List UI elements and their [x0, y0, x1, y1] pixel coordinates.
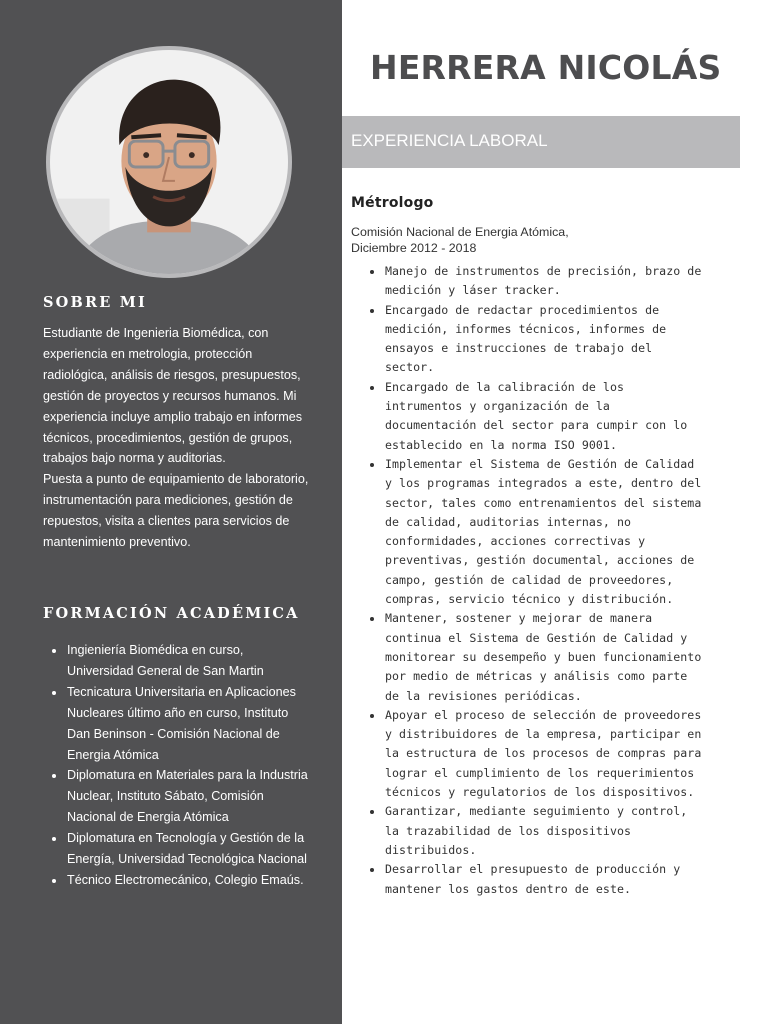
duty-item: Encargado de la calibración de los intrumentos y organización de la documentación del sector para cumpir con lo establecido en la norma ISO 9001. — [368, 378, 708, 455]
education-list — [49, 640, 311, 891]
sidebar — [0, 0, 342, 1024]
job-title: Métrologo — [351, 195, 434, 211]
experience-heading: EXPERIENCIA LABORAL — [351, 131, 548, 150]
profile-photo-illustration — [50, 50, 288, 274]
job-organization: Comisión Nacional de Energia Atómica, — [351, 225, 569, 239]
duty-item: Implementar el Sistema de Gestión de Calidad y los programas integrados a este, dentro del sector, tales como entrenamientos del sistema de calidad, auditorias internas, no conformidades, acciones correctivas y preventivas, gestión documental, acciones de campo, gestión de calidad de proveedores, compras, servicio técnico y distribución. — [368, 455, 708, 609]
profile-photo — [50, 50, 288, 274]
job-duties-list — [368, 262, 708, 899]
duty-item: Apoyar el proceso de selección de proveedores y distribuidores de la empresa, participar en la estructura de los procesos de compras para lograr el cumplimiento de los requerimientos técnicos y regulatorios de los dispositivos. — [368, 706, 708, 802]
about-heading: SOBRE MI — [43, 294, 147, 311]
about-paragraph: Estudiante de Ingenieria Biomédica, con experiencia en metrologia, protección radiológica, análisis de riesgos, presupuestos, gestión de proyectos y recursos humanos. Mi experiencia incluye amplio trabajo en informes técnicos, procedimientos, gestión de grupos, trabajos bajo norma y auditorias. — [43, 326, 303, 466]
education-heading: FORMACIÓN ACADÉMICA — [43, 605, 300, 622]
duty-item: Garantizar, mediante seguimiento y control, la trazabilidad de los dispositivos distribuidos. — [368, 802, 708, 860]
education-item: Tecnicatura Universitaria en Aplicaciones Nucleares último año en curso, Instituto Dan Beninson - Comisión Nacional de Energia Atómica — [49, 682, 311, 766]
job-organization-block — [351, 225, 731, 256]
education-item: Diplomatura en Materiales para la Industria Nuclear, Instituto Sábato, Comisión Nacional de Energia Atómica — [49, 765, 311, 828]
about-paragraph: Puesta a punto de equipamiento de laboratorio, instrumentación para mediciones, gestión de repuestos, visita a clientes para servicios de mantenimiento preventivo. — [43, 472, 309, 550]
education-item: Diplomatura en Tecnología y Gestión de la Energía, Universidad Tecnológica Nacional — [49, 828, 311, 870]
job-period: Diciembre 2012 - 2018 — [351, 240, 477, 255]
profile-photo-frame — [46, 46, 292, 278]
duty-item: Mantener, sostener y mejorar de manera continua el Sistema de Gestión de Calidad y monitorear su desempeño y buen funcionamiento por medio de métricas y análisis como parte de la revisiones periódicas. — [368, 609, 708, 705]
person-name: HERRERA NICOLÁS — [370, 48, 722, 87]
duty-item: Manejo de instrumentos de precisión, brazo de medición y láser tracker. — [368, 262, 708, 301]
education-item: Técnico Electromecánico, Colegio Emaús. — [49, 870, 311, 891]
duty-item: Encargado de redactar procedimientos de medición, informes técnicos, informes de ensayos e instrucciones de trabajo del sector. — [368, 301, 708, 378]
experience-heading-band — [342, 116, 740, 168]
duty-item: Desarrollar el presupuesto de producción y mantener los gastos dentro de este. — [368, 860, 708, 899]
education-item: Ingieniería Biomédica en curso, Universidad General de San Martin — [49, 640, 311, 682]
about-text — [43, 323, 313, 553]
